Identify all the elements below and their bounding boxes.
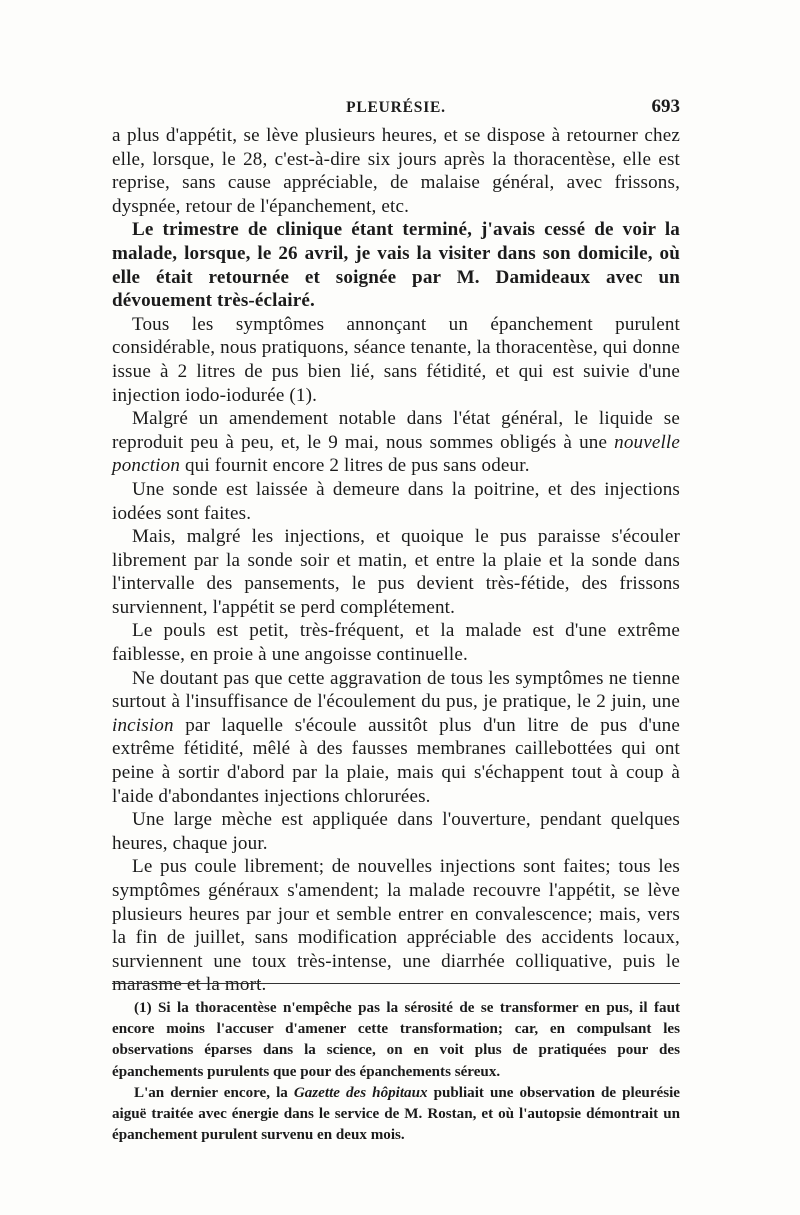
footnote-1: (1) Si la thoracentèse n'empêche pas la sérosité de se transformer en pus, il faut encore moins l'accuser d'amener cette transformation; car, en compulsant les observations éparses dans la science, on en voit plus de pratiquées pour des épanchements purulents que pour des épanchements séreux. [112, 1000, 680, 1080]
paragraph-5: Une sonde est laissée à demeure dans la poitrine, et des injections iodées sont faites. [112, 478, 680, 524]
paragraph-4-text-a: Malgré un amendement notable dans l'état général, le liquide se reproduit peu à peu, et, le 9 mai, nous sommes obligés à une [112, 408, 680, 453]
main-text [112, 124, 680, 997]
paragraph-9: Une large mèche est appliquée dans l'ouverture, pendant quelques heures, chaque jour. [112, 809, 680, 854]
paragraph-2 [112, 218, 680, 312]
paragraph-4 [112, 407, 680, 478]
footnote-2-text-b: publiait une observation de pleurésie aiguë traitée avec énergie dans le service de M. Rostan, et où l'autopsie démontrait un épanchement purulent survenu en deux mois. [112, 1084, 680, 1144]
paragraph-6: Mais, malgré les injections, et quoique le pus paraisse s'écouler librement par la sonde soir et matin, et entre la plaie et la sonde dans l'intervalle des pansements, le pus devient très-fétide, des frissons surviennent, l'appétit se perd complétement. [112, 526, 680, 618]
footnote-2-text-a: L'an dernier encore, la [134, 1084, 294, 1101]
damideaux-name: M. Damideaux [456, 266, 591, 288]
paragraph-8-text-a: Ne doutant pas que cette aggravation de tous les symptômes ne tienne surtout à l'insuffisance de l'écoulement du pus, je pratique, le 2 juin, une [112, 667, 680, 713]
paragraph-1: a plus d'appétit, se lève plusieurs heures, et se dispose à retourner chez elle, lorsque, le 28, c'est-à-dire six jours après la thoracentèse, elle est reprise, sans cause appréciable, de malaise général, avec frissons, dyspnée, retour de l'épanchement, etc. [112, 125, 680, 217]
paragraph-7: Le pouls est petit, très-fréquent, et la malade est d'une extrême faiblesse, en proie à une angoisse continuelle. [112, 620, 680, 666]
incision-emphasis: incision [112, 714, 174, 736]
footnotes [112, 998, 680, 1146]
paragraph-3: Tous les symptômes annonçant un épanchement purulent considérable, nous pratiquons, séance tenante, la thoracentèse, qui donne issue à 2 litres de pus bien lié, sans fétidité, et qui est suivie d'une injection iodo-iodurée (1). [112, 313, 680, 406]
running-title: PLEURÉSIE. [346, 99, 446, 116]
paragraph-2-text-a: Le trimestre de clinique étant terminé, j'avais cessé de voir la malade, lorsque, le 26 avril, je vais la visiter dans son domicile, où elle était retournée et soignée par [112, 219, 680, 288]
paragraph-8-text-b: par laquelle s'écoule aussitôt plus d'un litre de pus d'une extrême fétidité, mêlé à des fausses membranes caillebottées qui ont peine à sortir d'abord par la plaie, mais qui s'échappent tout à coup à l'aide d'abondantes injections chlorurées. [112, 714, 680, 807]
paragraph-8 [112, 667, 680, 809]
footnote-2 [112, 1083, 680, 1147]
paragraph-2-text-b: avec un dévouement très-éclairé. [112, 266, 681, 312]
gazette-title: Gazette des hôpitaux [293, 1084, 428, 1101]
running-head [112, 96, 680, 123]
page-number: 693 [651, 96, 680, 117]
paragraph-4-text-b: qui fournit encore 2 litres de pus sans odeur. [180, 455, 530, 477]
paragraph-10: Le pus coule librement; de nouvelles injections sont faites; tous les symptômes généraux s'amendent; la malade recouvre l'appétit, se lève plusieurs heures par jour et semble entrer en convalescence; mais, vers la fin de juillet, sans modification appréciable des accidents locaux, surviennent une toux très-intense, une diarrhée colliquative, puis le marasme et la mort. [112, 856, 680, 996]
nouvelle-ponction-emphasis: nouvelle ponction [112, 431, 680, 477]
footnote-divider [112, 983, 680, 984]
